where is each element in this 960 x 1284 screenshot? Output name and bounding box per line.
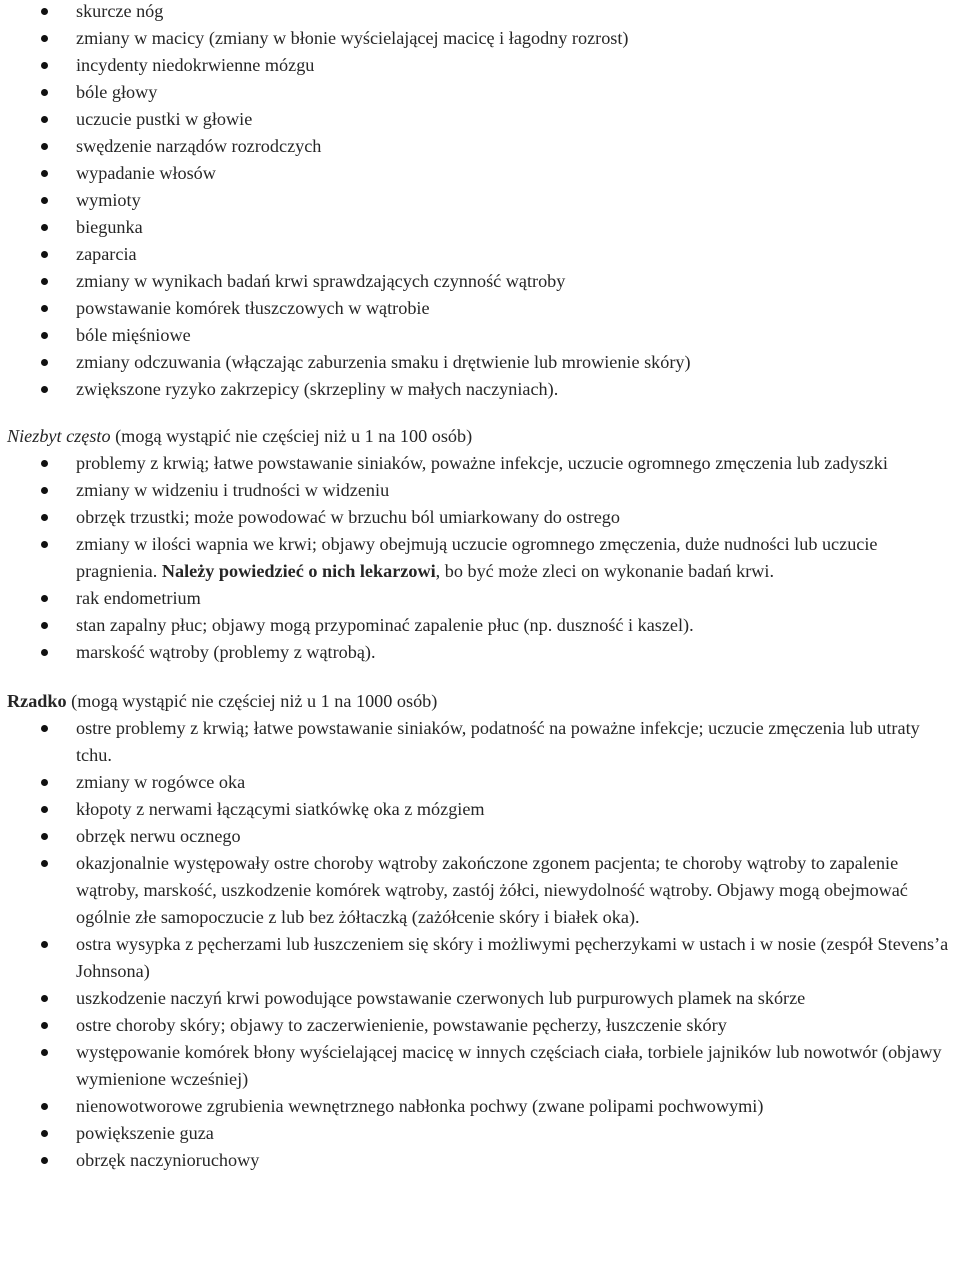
side-effects-list-rare <box>7 715 960 1174</box>
list-item: incydenty niedokrwienne mózgu <box>7 52 960 79</box>
list-item: obrzęk naczynioruchowy <box>7 1147 960 1174</box>
list-item: nienowotworowe zgrubienia wewnętrznego nabłonka pochwy (zwane polipami pochwowymi) <box>7 1093 960 1120</box>
list-item: wymioty <box>7 187 960 214</box>
list-item: uczucie pustki w głowie <box>7 106 960 133</box>
list-item: problemy z krwią; łatwe powstawanie siniaków, poważne infekcje, uczucie ogromnego zmęczenia lub zadyszki <box>7 450 960 477</box>
list-item: bóle głowy <box>7 79 960 106</box>
section-spacer <box>7 403 960 423</box>
list-item: marskość wątroby (problemy z wątrobą). <box>7 639 960 666</box>
doctor-warning: Należy powiedzieć o nich lekarzowi <box>161 561 436 581</box>
list-item: obrzęk nerwu ocznego <box>7 823 960 850</box>
frequency-term: Niezbyt często <box>7 426 111 446</box>
list-item: swędzenie narządów rozrodczych <box>7 133 960 160</box>
frequency-description: (mogą wystąpić nie częściej niż u 1 na 1000 osób) <box>66 691 438 711</box>
section-spacer <box>7 666 960 688</box>
list-item: zmiany w wynikach badań krwi sprawdzających czynność wątroby <box>7 268 960 295</box>
list-item: rak endometrium <box>7 585 960 612</box>
list-item: ostre problemy z krwią; łatwe powstawanie siniaków, podatność na poważne infekcje; uczucie zmęczenia lub utraty tchu. <box>7 715 960 769</box>
list-item: zaparcia <box>7 241 960 268</box>
list-item: powiększenie guza <box>7 1120 960 1147</box>
list-item: zmiany w rogówce oka <box>7 769 960 796</box>
list-item: biegunka <box>7 214 960 241</box>
list-item: obrzęk trzustki; może powodować w brzuchu ból umiarkowany do ostrego <box>7 504 960 531</box>
list-item-calcium <box>7 531 960 585</box>
list-item: ostra wysypka z pęcherzami lub łuszczeniem się skóry i możliwymi pęcherzykami w ustach i w nosie (zespół Stevens’a Johnsona) <box>7 931 960 985</box>
list-item: powstawanie komórek tłuszczowych w wątrobie <box>7 295 960 322</box>
list-item: stan zapalny płuc; objawy mogą przypominać zapalenie płuc (np. duszność i kaszel). <box>7 612 960 639</box>
side-effects-list-uncommon <box>7 450 960 666</box>
frequency-heading-uncommon <box>7 423 960 450</box>
list-item: bóle mięśniowe <box>7 322 960 349</box>
list-item: okazjonalnie występowały ostre choroby wątroby zakończone zgonem pacjenta; te choroby wątroby to zapalenie wątroby, marskość, uszkodzenie komórek wątroby, zastój żółci, niewydolność wątroby. Objawy mogą obejmować ogólnie złe samopoczucie z lub bez żółtaczką (zażółcenie skóry i białek oka). <box>7 850 960 931</box>
frequency-description: (mogą wystąpić nie częściej niż u 1 na 100 osób) <box>110 426 473 446</box>
frequency-heading-rare <box>7 688 960 715</box>
list-item: zwiększone ryzyko zakrzepicy (skrzepliny w małych naczyniach). <box>7 376 960 403</box>
list-item: zmiany odczuwania (włączając zaburzenia smaku i drętwienie lub mrowienie skóry) <box>7 349 960 376</box>
calcium-text: zmiany w ilości wapnia we krwi; objawy obejmują uczucie ogromnego zmęczenia, duże nudności lub uczucie pragnienia. <box>76 534 878 581</box>
list-item: zmiany w widzeniu i trudności w widzeniu <box>7 477 960 504</box>
side-effects-list-common <box>7 0 960 403</box>
list-item: uszkodzenie naczyń krwi powodujące powstawanie czerwonych lub purpurowych plamek na skórze <box>7 985 960 1012</box>
frequency-term: Rzadko <box>7 691 67 711</box>
list-item: wypadanie włosów <box>7 160 960 187</box>
list-item: skurcze nóg <box>7 0 960 25</box>
list-item: zmiany w macicy (zmiany w błonie wyścielającej macicę i łagodny rozrost) <box>7 25 960 52</box>
list-item: występowanie komórek błony wyścielającej macicę w innych częściach ciała, torbiele jajników lub nowotwór (objawy wymienione wcześniej) <box>7 1039 960 1093</box>
list-item: ostre choroby skóry; objawy to zaczerwienienie, powstawanie pęcherzy, łuszczenie skóry <box>7 1012 960 1039</box>
list-item: kłopoty z nerwami łączącymi siatkówkę oka z mózgiem <box>7 796 960 823</box>
calcium-text-after: , bo być może zleci on wykonanie badań krwi. <box>435 561 775 581</box>
